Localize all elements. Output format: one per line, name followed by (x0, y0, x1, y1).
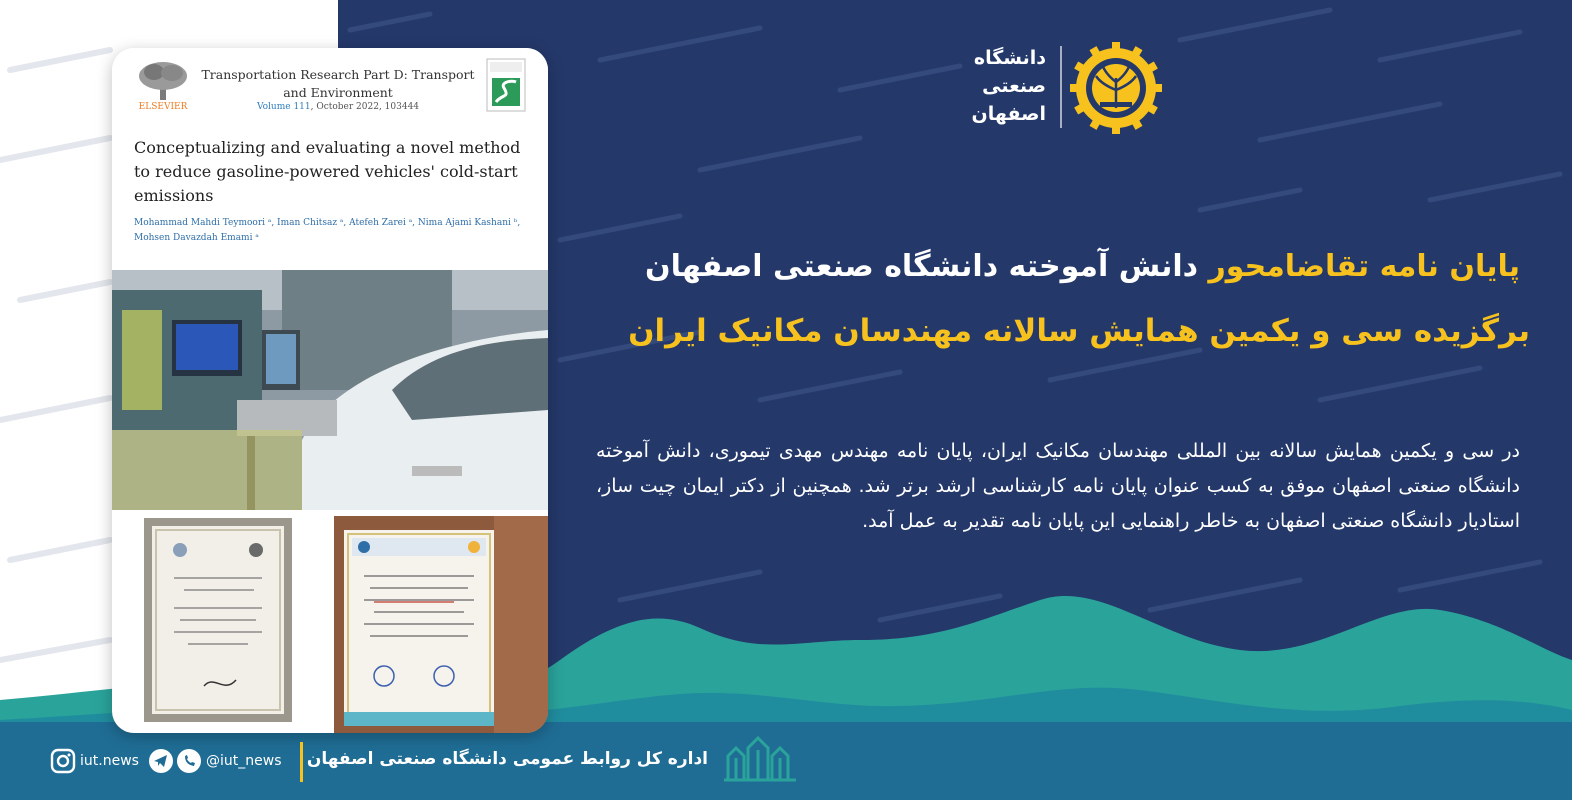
headline-accent: پایان نامه تقاضامحور (1208, 249, 1520, 284)
publisher-name: ELSEVIER (138, 102, 188, 112)
volume-link[interactable]: Volume 111 (256, 102, 311, 112)
whatsapp-icon[interactable] (176, 748, 202, 774)
volume-rest: , October 2022, 103444 (310, 102, 420, 112)
telegram-icon[interactable] (148, 748, 174, 774)
footer-organization: اداره کل روابط عمومی دانشگاه صنعتی اصفهان (306, 749, 708, 769)
headline-line-2: برگزیده سی و یکمین همایش سالانه مهندسان مکانیک ایران (628, 313, 1530, 349)
footer-divider (300, 742, 303, 782)
journal-name: Transportation Research Part D: Transport and Environment (201, 67, 475, 100)
logo-line-1: دانشگاه (973, 47, 1046, 69)
journal-cover-icon (486, 58, 526, 112)
paper-title: Conceptualizing and evaluating a novel method to reduce gasoline-powered vehicles' cold-start emissions (134, 138, 521, 205)
university-building-icon (722, 734, 798, 782)
image-collage (112, 48, 548, 733)
lab-photo (112, 270, 548, 510)
body-paragraph: در سی و یکمین همایش سالانه بین المللی مهندسان مکانیک ایران، پایان نامه مهندس مهدی تیموری، دانش آموخته دانشگاه صنعتی اصفهان موفق به کسب عنوان پایان نامه کارشناسی ارشد برتر شد. همچنین از دکتر ایمان چیت ساز، استادیار دانشگاه صنعتی اصفهان به خاطر راهنمایی این پایان نامه تقدیر به عمل آمد. (596, 440, 1520, 532)
instagram-icon[interactable] (50, 748, 76, 774)
website-name[interactable]: iut.news (80, 753, 139, 769)
elsevier-tree-icon (134, 60, 192, 102)
logo-line-3: اصفهان (971, 103, 1046, 125)
university-logo-text (964, 44, 1046, 128)
university-emblem-icon (1070, 42, 1162, 134)
logo-divider (1060, 46, 1062, 128)
volume-info (200, 102, 476, 112)
headline-line-1 (560, 246, 1520, 288)
certificate-image-2 (334, 516, 548, 733)
logo-line-2: صنعتی (982, 75, 1046, 97)
certificate-image-1 (144, 518, 292, 722)
paper-authors[interactable]: Mohammad Mahdi Teymoori ᵃ, Iman Chitsaz ᵃ, Atefeh Zarei ᵃ, Nima Ajami Kashani ᵇ, Mohsen Davazdah Emami ᵃ (134, 218, 521, 243)
social-handle[interactable]: @iut_news (206, 753, 282, 769)
paper-header (112, 48, 548, 260)
headline-rest: دانش آموخته دانشگاه صنعتی اصفهان (645, 249, 1209, 284)
